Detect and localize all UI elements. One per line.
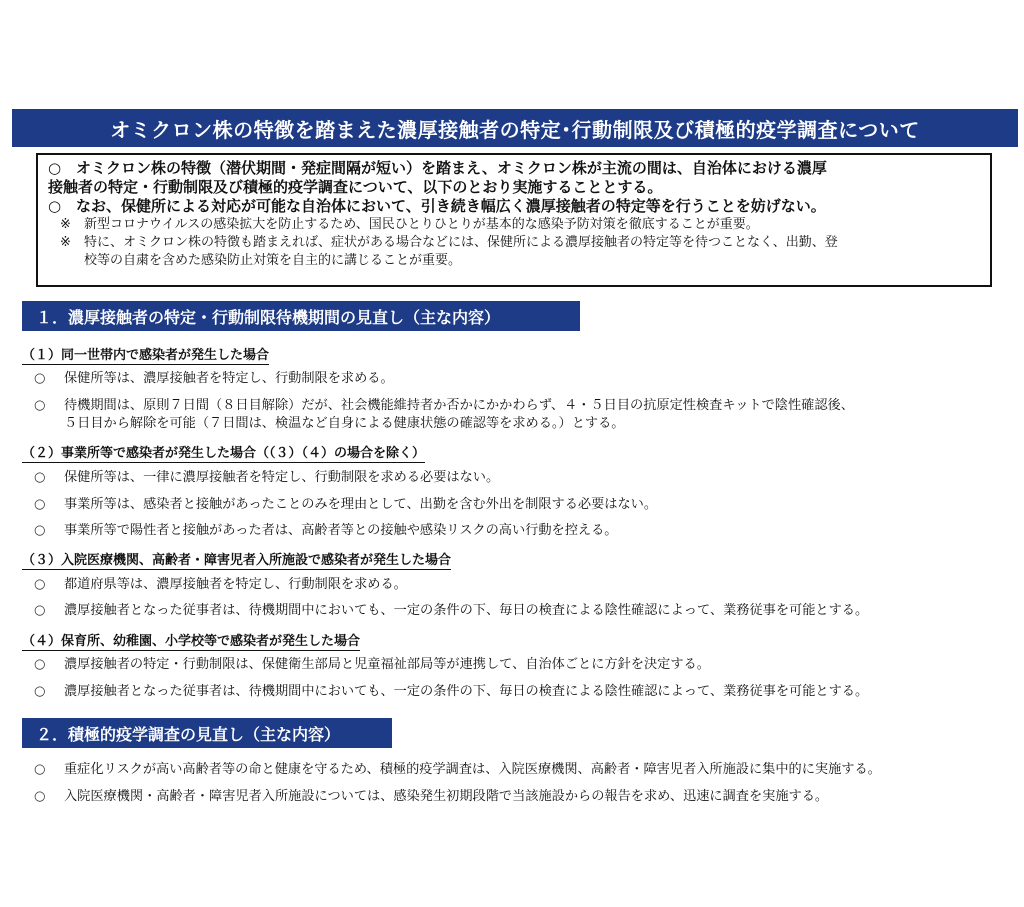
subsection-4-heading: （４）保育所、幼稚園、小学校等で感染者が発生した場合 [22, 630, 360, 651]
circle-bullet-icon: ○ [34, 523, 46, 538]
intro-paragraph-1: ○ オミクロン株の特徴（潜伏期間・発症間隔が短い）を踏まえ、オミクロン株が主流の間は、自治体における濃厚 [48, 159, 827, 177]
list-item: ○ 濃厚接触者となった従事者は、待機期間中においても、一定の条件の下、毎日の検査による陰性確認によって、業務従事を可能とする。 [34, 684, 869, 699]
circle-bullet-icon: ○ [34, 470, 46, 485]
circle-bullet-icon: ○ [34, 497, 46, 512]
intro-note-2-cont: 校等の自粛を含めた感染防止対策を自主的に講じることが重要。 [84, 253, 462, 268]
list-item: ○ 事業所等で陽性者と接触があった者は、高齢者等との接触や感染リスクの高い行動を控える。 [34, 523, 618, 538]
list-item: ○ 重症化リスクが高い高齢者等の命と健康を守るため、積極的疫学調査は、入院医療機関、高齢者・障害児者入所施設に集中的に実施する。 [34, 762, 881, 777]
list-item: ○ 濃厚接触者の特定・行動制限は、保健衛生部局と児童福祉部局等が連携して、自治体ごとに方針を決定する。 [34, 657, 710, 672]
note-mark-icon: ※ [60, 235, 71, 250]
list-item: ○ 保健所等は、濃厚接触者を特定し、行動制限を求める。 [34, 371, 394, 386]
subsection-1-heading: （１）同一世帯内で感染者が発生した場合 [22, 344, 269, 365]
intro-note-2: ※ 特に、オミクロン株の特徴も踏まえれば、症状がある場合などには、保健所による濃厚接触者の特定等を待つことなく、出勤、登 [60, 235, 838, 250]
page-title: オミクロン株の特徴を踏まえた濃厚接触者の特定･行動制限及び積極的疫学調査について [12, 109, 1018, 147]
circle-bullet-icon: ○ [34, 603, 46, 618]
section-1-header: １．濃厚接触者の特定・行動制限待機期間の見直し（主な内容） [22, 301, 580, 331]
subsection-2-heading: （２）事業所等で感染者が発生した場合（（３）（４）の場合を除く） [22, 442, 425, 463]
intro-paragraph-1-cont: 接触者の特定・行動制限及び積極的疫学調査について、以下のとおり実施することとする。 [48, 178, 663, 196]
circle-bullet-icon: ○ [34, 762, 46, 777]
note-mark-icon: ※ [60, 217, 71, 232]
intro-note-1: ※ 新型コロナウイルスの感染拡大を防止するため、国民ひとりひとりが基本的な感染予防対策を徹底することが重要。 [60, 217, 759, 232]
circle-bullet-icon: ○ [34, 684, 46, 699]
circle-bullet-icon: ○ [34, 789, 46, 804]
list-item: ○ 保健所等は、一律に濃厚接触者を特定し、行動制限を求める必要はない。 [34, 470, 500, 485]
subsection-3-heading: （３）入院医療機関、高齢者・障害児者入所施設で感染者が発生した場合 [22, 549, 451, 570]
list-item: ○ 事業所等は、感染者と接触があったことのみを理由として、出勤を含む外出を制限する必要はない。 [34, 497, 658, 512]
list-item: ○ 入院医療機関・高齢者・障害児者入所施設については、感染発生初期段階で当該施設からの報告を求め、迅速に調査を実施する。 [34, 789, 829, 804]
list-item: ○ 都道府県等は、濃厚接触者を特定し、行動制限を求める。 [34, 577, 407, 592]
circle-bullet-icon: ○ [48, 197, 62, 215]
list-item: ○ 待機期間は、原則７日間（８日目解除）だが、社会機能維持者か否かにかかわらず、４・５日目の抗原定性検査キットで陰性確認後、 ５日目から解除を可能（７日間は、検温など自身による健康状態の確認等を求める。）とする。 [34, 398, 854, 431]
intro-box [36, 153, 992, 287]
circle-bullet-icon: ○ [48, 159, 62, 177]
list-item: ○ 濃厚接触者となった従事者は、待機期間中においても、一定の条件の下、毎日の検査による陰性確認によって、業務従事を可能とする。 [34, 603, 869, 618]
circle-bullet-icon: ○ [34, 398, 46, 413]
circle-bullet-icon: ○ [34, 577, 46, 592]
section-2-header: ２．積極的疫学調査の見直し（主な内容） [22, 718, 392, 748]
circle-bullet-icon: ○ [34, 371, 46, 386]
circle-bullet-icon: ○ [34, 657, 46, 672]
intro-paragraph-2: ○ なお、保健所による対応が可能な自治体において、引き続き幅広く濃厚接触者の特定等を行うことを妨げない。 [48, 197, 826, 215]
